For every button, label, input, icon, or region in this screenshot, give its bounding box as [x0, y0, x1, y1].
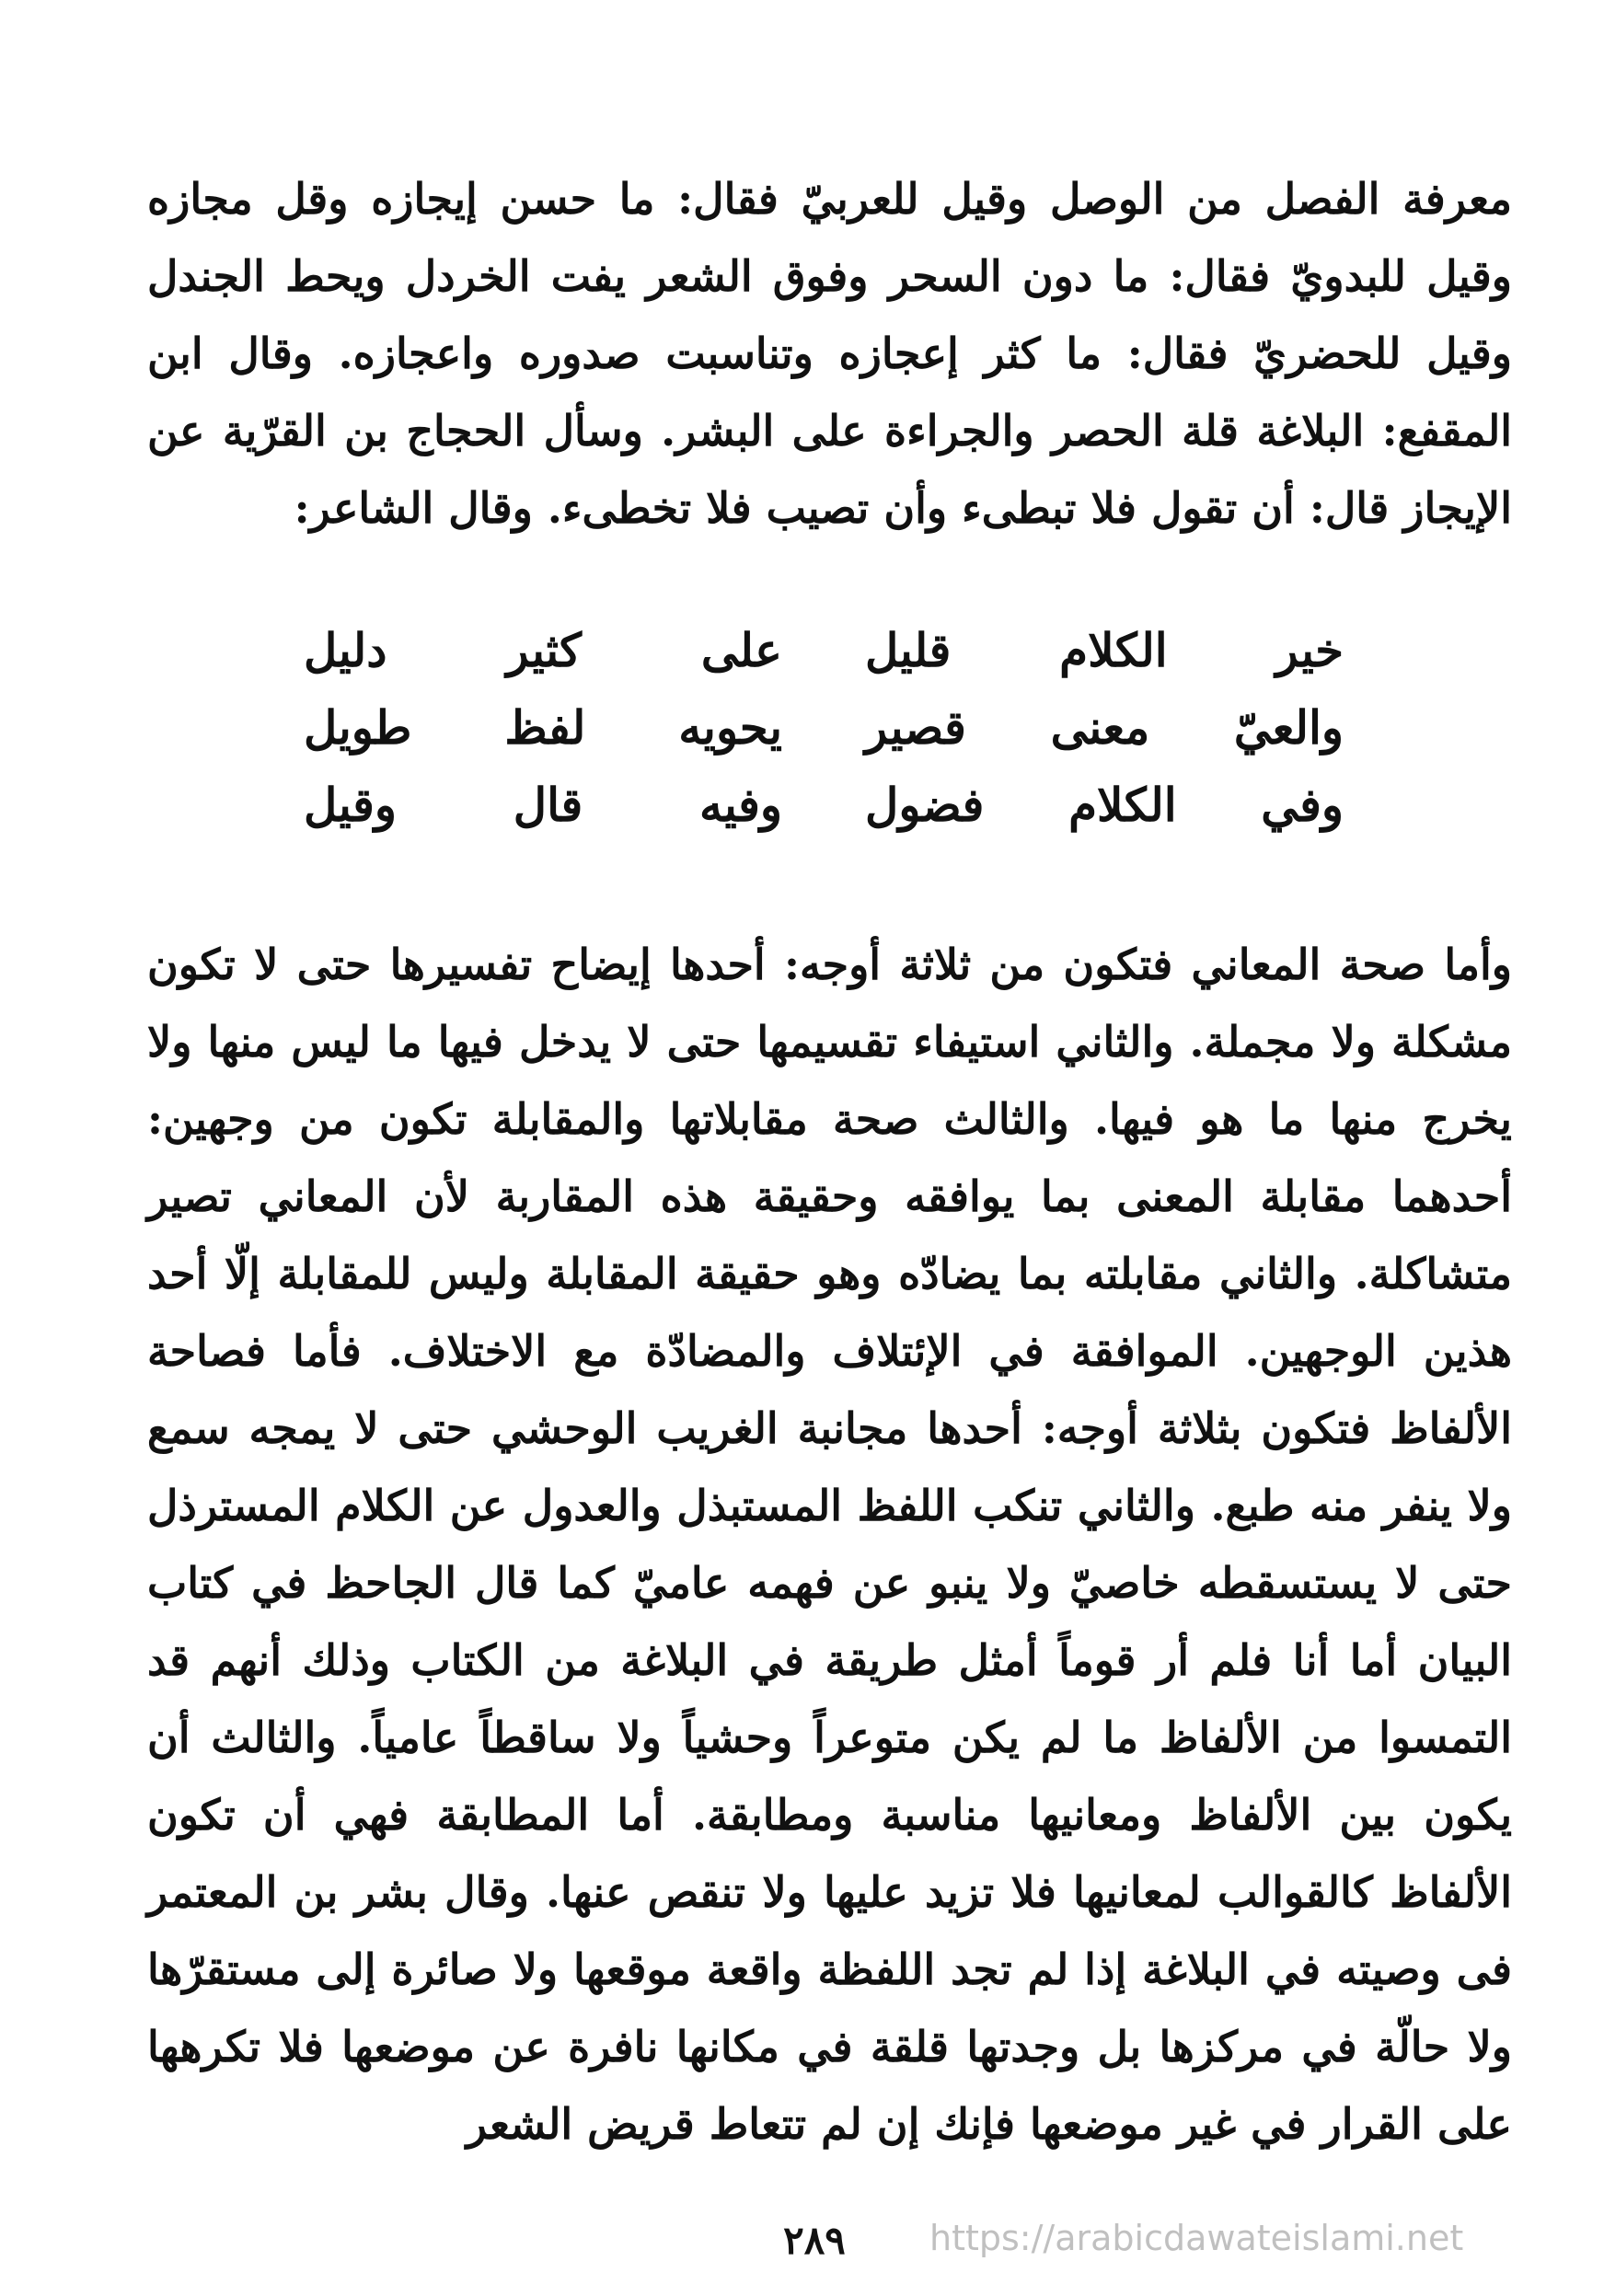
paragraph-opening: معرفة الفصل من الوصل وقيل للعربيّ فقال: ما حسن إيجازه وقل مجازه وقيل للبدويّ فقال: ما دون السحر وفوق الشعر يفت الخردل ويحط الجندل وقيل للحضريّ فقال: ما كثر إعجازه وتناسبت صدوره واعجازه. وقال ابن المقفع: البلاغة قلة الحصر والجراءة على البشر. وسأل الحجاج بن القرّية عن الإيجاز قال: أن تقول فلا تبطىء وأن تصيب فلا تخطىء. وقال الشاعر:	[147, 174, 1512, 533]
poem-verse	[304, 767, 1344, 844]
page-number: ٢٨٩	[783, 2218, 846, 2263]
verse-first-hemistich: وفي الكلام فضول	[865, 778, 1344, 832]
verse-second-hemistich: يحويه لفظ طويل	[304, 700, 782, 755]
poem-block	[304, 612, 1344, 844]
poem-verse	[304, 612, 1344, 689]
watermark-url: https://arabicdawateislami.net	[929, 2218, 1464, 2258]
verse-second-hemistich: على كثير دليل	[304, 623, 782, 677]
verse-first-hemistich: خير الكلام قليل	[865, 623, 1344, 677]
verse-first-hemistich: والعيّ معنى قصير	[865, 700, 1344, 755]
poem-verse	[304, 689, 1344, 767]
verse-second-hemistich: وفيه قال وقيل	[304, 778, 782, 832]
paragraph-main: وأما صحة المعاني فتكون من ثلاثة أوجه: أحدها إيضاح تفسيرها حتى لا تكون مشكلة ولا مجملة. والثاني استيفاء تقسيمها حتى لا يدخل فيها ما ليس منها ولا يخرج منها ما هو فيها. والثالث صحة مقابلاتها والمقابلة تكون من وجهين: أحدهما مقابلة المعنى بما يوافقه وحقيقة هذه المقاربة لأن المعاني تصير متشاكلة. والثاني مقابلته بما يضادّه وهو حقيقة المقابلة وليس للمقابلة إلّا أحد هذين الوجهين. الموافقة في الإئتلاف والمضادّة مع الاختلاف. فأما فصاحة الألفاظ فتكون بثلاثة أوجه: أحدها مجانبة الغريب الوحشي حتى لا يمجه سمع ولا ينفر منه طبع. والثاني تنكب اللفظ المستبذل والعدول عن الكلام المسترذل حتى لا يستسقطه خاصيّ ولا ينبو عن فهمه عاميّ كما قال الجاحظ في كتاب البيان أما أنا فلم أر قوماً أمثل طريقة في البلاغة من الكتاب وذلك أنهم قد التمسوا من الألفاظ ما لم يكن متوعراً وحشياً ولا ساقطاً عامياً. والثالث أن يكون بين الألفاظ ومعانيها مناسبة ومطابقة. أما المطابقة فهي أن تكون الألفاظ كالقوالب لمعانيها فلا تزيد عليها ولا تنقص عنها. وقال بشر بن المعتمر فى وصيته في البلاغة إذا لم تجد اللفظة واقعة موقعها ولا صائرة إلى مستقرّها ولا حالّة في مركزها بل وجدتها قلقة في مكانها نافرة عن موضعها فلا تكرهها على القرار في غير موضعها فإنك إن لم تتعاط قريض الشعر	[147, 940, 1512, 2149]
